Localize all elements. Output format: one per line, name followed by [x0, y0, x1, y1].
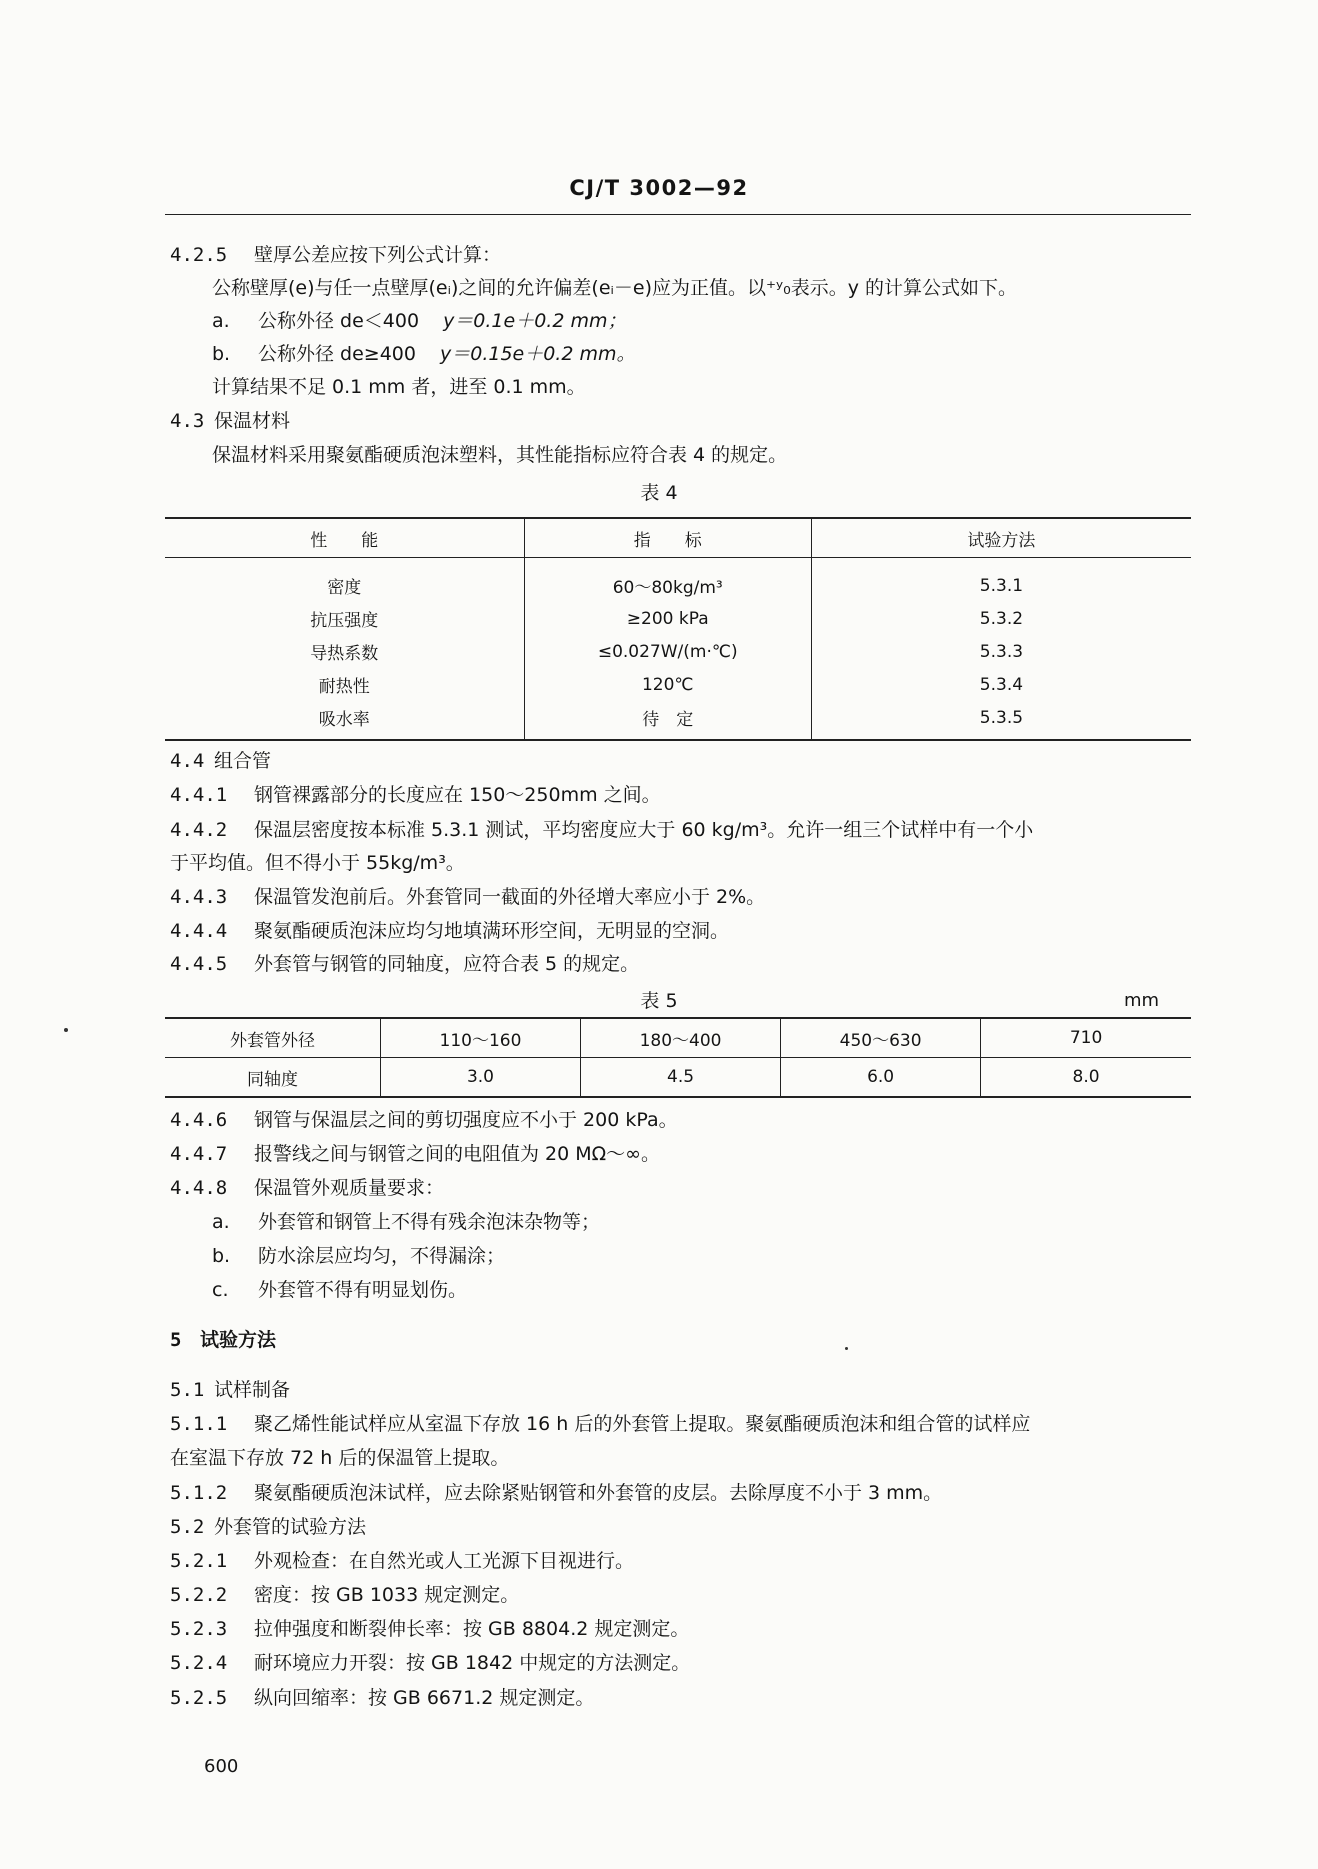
table-row — [165, 558, 1191, 603]
table4-cell: 待 定 — [524, 701, 811, 740]
standard-code-header: CJ/T 3002—92 — [569, 176, 749, 200]
clause-4-4-2-cont: 于平均值。但不得小于 55kg/m³。 — [170, 852, 465, 874]
clause-4-4-8-a: a. 外套管和钢管上不得有残余泡沫杂物等； — [212, 1211, 601, 1233]
page-number: 600 — [204, 1756, 239, 1777]
table-5 — [165, 1017, 1191, 1098]
table5-cell: 3.0 — [380, 1058, 580, 1098]
table-row — [165, 602, 1191, 635]
clause-4-2-5-para: 公称壁厚(e)与任一点壁厚(eᵢ)之间的允许偏差(eᵢ－e)应为正值。以⁺ʸ₀表示。y 的计算公式如下。 — [212, 277, 1018, 299]
clause-4-4-8-b: b. 防水涂层应均匀，不得漏涂； — [212, 1245, 506, 1267]
clause-5-2-1: 5.2.1 外观检查：在自然光或人工光源下目视进行。 — [170, 1550, 635, 1572]
table4-cell: 密度 — [327, 578, 362, 598]
clause-5-2-2: 5.2.2 密度：按 GB 1033 规定测定。 — [170, 1584, 520, 1606]
clause-4-2-5-note: 计算结果不足 0.1 mm 者，进至 0.1 mm。 — [212, 376, 586, 398]
table-row — [165, 1058, 1191, 1098]
table-row — [165, 1018, 1191, 1058]
table4-cell: 5.3.4 — [811, 668, 1191, 701]
clause-4-2-5-b: b. 公称外径 de≥400 y＝0.15e＋0.2 mm。 — [212, 343, 636, 365]
table4-cell: 抗压强度 — [310, 611, 379, 631]
table5-caption: 表 5 — [640, 990, 678, 1012]
clause-4-4-3: 4.4.3 保温管发泡前后。外套管同一截面的外径增大率应小于 2%。 — [170, 886, 766, 908]
scan-speck — [64, 1028, 68, 1032]
clause-5-2-3: 5.2.3 拉伸强度和断裂伸长率：按 GB 8804.2 规定测定。 — [170, 1618, 690, 1640]
table5-cell: 180～400 — [581, 1018, 781, 1058]
table4-cell: 5.3.3 — [811, 635, 1191, 668]
table5-cell: 8.0 — [981, 1058, 1191, 1098]
table4-cell: 吸水率 — [165, 701, 524, 740]
clause-4-4-7: 4.4.7 报警线之间与钢管之间的电阻值为 20 MΩ～∞。 — [170, 1143, 660, 1165]
table4-cell: ≤0.027W/(m·℃) — [524, 635, 811, 668]
table-row — [165, 701, 1191, 740]
table4-cell: 5.3.1 — [811, 558, 1191, 603]
clause-5-1: 5.1 试样制备 — [170, 1379, 291, 1401]
clause-4-4-2: 4.4.2 保温层密度按本标准 5.3.1 测试，平均密度应大于 60 kg/m³。允许一组三个试样中有一个小 — [170, 819, 1034, 841]
table5-unit: mm — [1124, 990, 1160, 1011]
table4-cell: 5.3.5 — [811, 701, 1191, 740]
clause-4-4-1: 4.4.1 钢管裸露部分的长度应在 150～250mm 之间。 — [170, 784, 661, 806]
table5-cell: 710 — [981, 1018, 1191, 1058]
table5-cell: 外套管外径 — [165, 1018, 380, 1058]
clause-5-2-4: 5.2.4 耐环境应力开裂：按 GB 1842 中规定的方法测定。 — [170, 1652, 691, 1674]
table4-cell: ≥200 kPa — [524, 602, 811, 635]
section-5-heading: 5 试验方法 — [170, 1329, 277, 1351]
table4-cell: 导热系数 — [310, 644, 379, 664]
table4-cell: 耐热性 — [318, 677, 370, 697]
clause-5-1-2: 5.1.2 聚氨酯硬质泡沫试样，应去除紧贴钢管和外套管的皮层。去除厚度不小于 3 mm。 — [170, 1482, 943, 1504]
clause-5-2-5: 5.2.5 纵向回缩率：按 GB 6671.2 规定测定。 — [170, 1687, 595, 1709]
clause-4-3: 4.3 保温材料 — [170, 410, 291, 432]
table4-caption: 表 4 — [640, 482, 678, 504]
table5-cell: 450～630 — [781, 1018, 981, 1058]
table4-header-cell: 试验方法 — [811, 518, 1191, 558]
table5-cell: 4.5 — [581, 1058, 781, 1098]
clause-4-4: 4.4 组合管 — [170, 750, 272, 772]
table4-header-cell: 性 能 — [165, 518, 524, 558]
table5-cell: 同轴度 — [165, 1058, 380, 1098]
clause-4-2-5: 4.2.5 壁厚公差应按下列公式计算： — [170, 244, 502, 266]
scan-speck — [845, 1347, 848, 1350]
table4-cell: 60～80kg/m³ — [524, 558, 811, 603]
table5-cell: 6.0 — [781, 1058, 981, 1098]
clause-5-2: 5.2 外套管的试验方法 — [170, 1516, 367, 1538]
header-rule — [165, 214, 1191, 215]
clause-4-4-8: 4.4.8 保温管外观质量要求： — [170, 1177, 445, 1199]
table4-header-cell: 指 标 — [524, 518, 811, 558]
table-row — [165, 668, 1191, 701]
clause-4-3-para: 保温材料采用聚氨酯硬质泡沫塑料，其性能指标应符合表 4 的规定。 — [212, 444, 788, 466]
table4-cell: 5.3.2 — [811, 602, 1191, 635]
clause-4-4-8-c: c. 外套管不得有明显划伤。 — [212, 1279, 468, 1301]
table4-cell: 120℃ — [524, 668, 811, 701]
clause-4-4-4: 4.4.4 聚氨酯硬质泡沫应均匀地填满环形空间，无明显的空洞。 — [170, 920, 730, 942]
table-4 — [165, 517, 1191, 741]
clause-4-4-6: 4.4.6 钢管与保温层之间的剪切强度应不小于 200 kPa。 — [170, 1109, 678, 1131]
clause-5-1-1-cont: 在室温下存放 72 h 后的保温管上提取。 — [170, 1447, 510, 1469]
table4-header-row — [165, 518, 1191, 558]
table-row — [165, 635, 1191, 668]
clause-4-2-5-a: a. 公称外径 de＜400 y＝0.1e＋0.2 mm； — [212, 310, 627, 332]
table5-cell: 110～160 — [380, 1018, 580, 1058]
clause-5-1-1: 5.1.1 聚乙烯性能试样应从室温下存放 16 h 后的外套管上提取。聚氨酯硬质泡沫和组合管的试样应 — [170, 1413, 1031, 1435]
clause-4-4-5: 4.4.5 外套管与钢管的同轴度，应符合表 5 的规定。 — [170, 953, 640, 975]
